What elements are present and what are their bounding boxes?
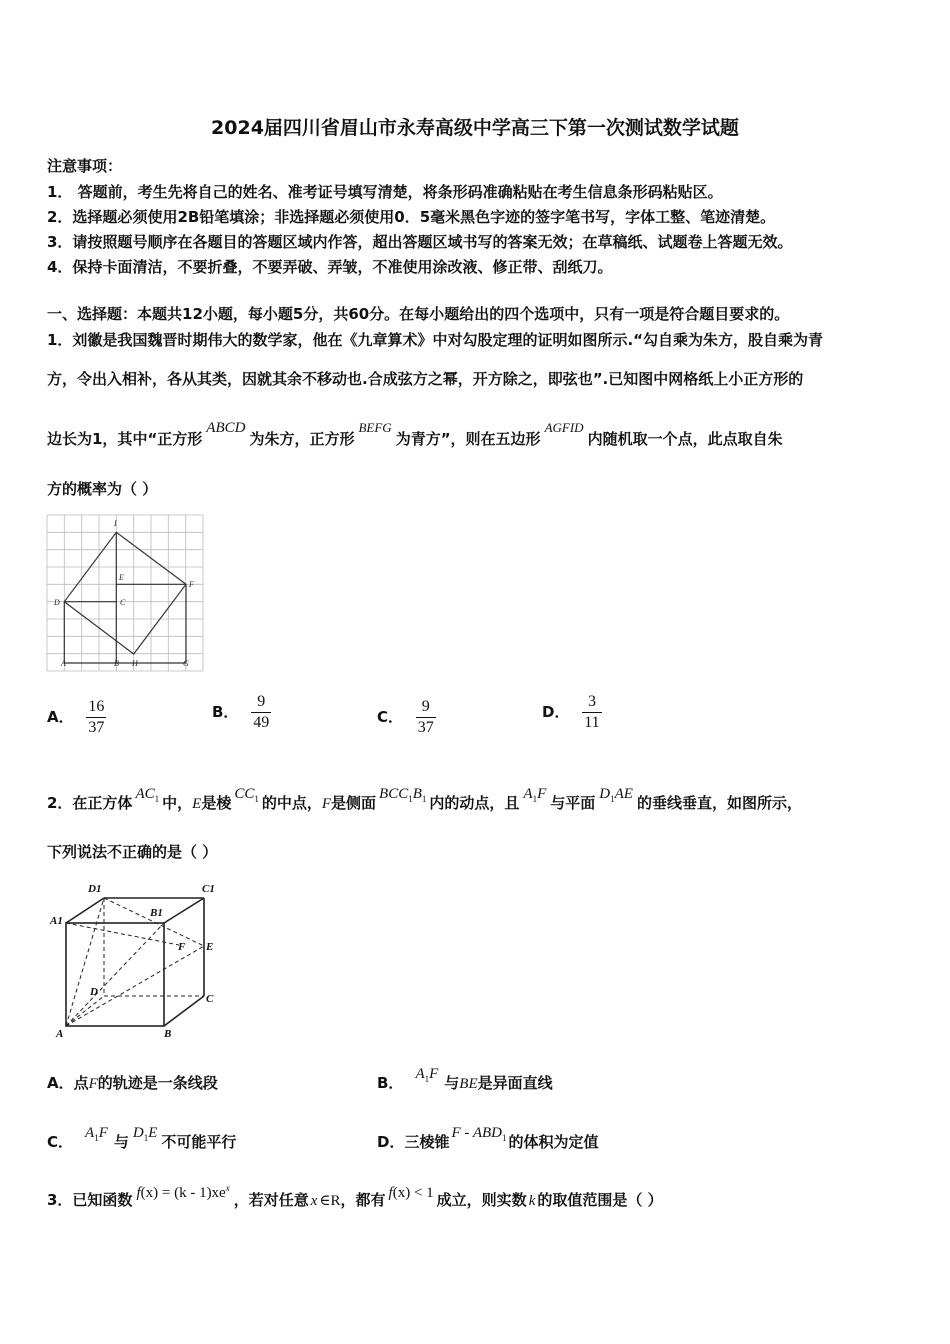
math-sub: 1: [502, 1133, 507, 1143]
math-main: B: [412, 786, 422, 802]
q1-text: 为朱方，正方形: [249, 430, 355, 448]
denominator: 37: [417, 719, 434, 736]
math-main: A: [85, 1125, 95, 1141]
q2-text: 的垂线垂直，如图所示，: [636, 794, 802, 812]
label-b1: B1: [150, 907, 163, 919]
q2-text: 内的动点，且: [429, 794, 520, 812]
math-main: D: [599, 786, 611, 802]
q1-line-1: 1．刘徽是我国魏晋时期伟大的数学家，他在《九章算术》中对勾股定理的证明如图所示.“勾自乘为朱方，股自乘为青: [47, 331, 823, 349]
denominator: 11: [584, 714, 600, 731]
math-k: k: [528, 1193, 536, 1209]
q2-text: 是侧面: [331, 794, 377, 812]
label-f: F: [178, 941, 186, 953]
q3-line-1: [47, 1183, 663, 1210]
math-main: BCC: [379, 786, 409, 802]
math-main: (x) < 1: [392, 1185, 434, 1201]
label-g: G: [183, 659, 189, 668]
cube-hidden-edges: [66, 898, 204, 1026]
option-label: B．: [212, 703, 239, 721]
math-a1f: [73, 1123, 114, 1141]
notice-item-2: 2．选择题必须使用2B铅笔填涂；非选择题必须使用0．5毫米黑色字迹的签字笔书写，字体工整、笔迹清楚。: [47, 208, 776, 226]
option-text: 不可能平行: [161, 1133, 237, 1151]
numerator: 9: [251, 692, 271, 713]
option-text: 是异面直线: [477, 1074, 553, 1092]
option-text: 的体积为定值: [508, 1133, 599, 1151]
math-main: D: [132, 1125, 144, 1141]
math-sub: 1: [143, 1133, 149, 1143]
option-label: D．: [377, 1133, 405, 1151]
notice-item-1: 1． 答题前，考生先将自己的姓名、准考证号填写清楚，将条形码准确粘贴在考生信息条形码粘贴区。: [47, 183, 723, 201]
math-sub: 1: [254, 794, 259, 804]
label-d: D: [54, 598, 60, 607]
math-main: F: [98, 1125, 108, 1141]
option-label: C．: [47, 1133, 74, 1151]
fraction: [582, 692, 601, 733]
math-function: [132, 1183, 233, 1201]
math-main: F: [537, 786, 547, 802]
label-h: H: [132, 659, 138, 668]
q1-option-c[interactable]: [377, 697, 436, 738]
math-a1f: [403, 1064, 444, 1082]
math-inequality: [386, 1183, 437, 1201]
math-r: R: [330, 1193, 341, 1209]
q3-text: 3．已知函数: [47, 1191, 133, 1209]
math-d1ae: [595, 784, 637, 802]
q2-text: 2．在正方体: [47, 794, 133, 812]
option-text: 点: [73, 1074, 89, 1092]
math-befg: BEFG: [358, 420, 392, 435]
q1-line-3: [47, 420, 783, 449]
q2-option-a[interactable]: [47, 1072, 218, 1093]
q2-line-2: 下列说法不正确的是（ ）: [47, 843, 218, 861]
math-e: E: [192, 796, 202, 812]
q1-option-a[interactable]: [47, 697, 106, 738]
option-label: B．: [377, 1074, 404, 1092]
section-heading: 一、选择题：本题共12小题，每小题5分，共60分。在每小题给出的四个选项中，只有一项是符合题目要求的。: [47, 305, 790, 323]
math-be: BE: [459, 1076, 478, 1092]
math-abcd: ABCD: [206, 420, 246, 436]
label-a: A: [56, 1028, 64, 1040]
q3-text: 成立，则实数: [436, 1191, 527, 1209]
page-title: 2024届四川省眉山市永寿高级中学高三下第一次测试数学试题: [211, 117, 739, 139]
math-f: F: [321, 796, 332, 812]
option-text: 的轨迹是一条线段: [97, 1074, 218, 1092]
q1-option-b[interactable]: [212, 692, 271, 733]
math-cc1: [231, 784, 262, 802]
math-sub: 1: [94, 1133, 99, 1143]
math-bcc1b1: [376, 784, 429, 802]
math-sub: 1: [610, 794, 615, 804]
q1-line-2: 方，令出入相补，各从其类，因就其余不移动也.合成弦方之幂，开方除之，即弦也”.已知图中网格纸上小正方形的: [47, 370, 804, 388]
math-main: A: [415, 1066, 425, 1082]
q3-text: 的取值范围是（ ）: [537, 1191, 663, 1209]
label-c: C: [120, 598, 126, 607]
label-i: I: [114, 519, 117, 528]
math-sub: 1: [532, 794, 538, 804]
q2-text: 中，: [162, 794, 193, 812]
q2-option-b[interactable]: [377, 1066, 553, 1094]
fraction: [416, 697, 436, 738]
label-c: C: [206, 993, 214, 1005]
label-e: E: [119, 573, 124, 582]
math-f-abd1: [449, 1123, 508, 1141]
q1-text: 内随机取一个点，此点取自朱: [587, 430, 783, 448]
option-label: A．: [47, 1074, 74, 1092]
denominator: 49: [253, 714, 270, 731]
label-b: B: [114, 659, 119, 668]
label-d1: D1: [88, 883, 102, 895]
math-sup: x: [225, 1183, 230, 1193]
math-d1e: [129, 1123, 162, 1141]
option-text: 与: [444, 1074, 460, 1092]
numerator: 9: [416, 697, 436, 718]
q1-line-4: 方的概率为（ ）: [47, 480, 158, 498]
q1-text: 为青方”，则在五边形: [395, 430, 541, 448]
math-sub: 1: [154, 794, 160, 804]
label-e: E: [206, 941, 214, 953]
notice-item-3: 3．请按照题号顺序在各题目的答题区域内作答，超出答题区域书写的答案无效；在草稿纸、试题卷上答题无效。: [47, 233, 793, 251]
q2-text: 与平面: [550, 794, 596, 812]
option-label: D．: [542, 703, 570, 721]
label-a: A: [61, 659, 66, 668]
math-sub: 1: [421, 794, 427, 804]
option-text: 三棱锥: [404, 1133, 450, 1151]
math-main: AE: [614, 786, 633, 802]
label-d: D: [90, 986, 98, 998]
fraction: [86, 697, 106, 738]
math-main: F: [429, 1066, 439, 1082]
q1-text: 边长为1，其中“正方形: [47, 430, 203, 448]
q1-option-d[interactable]: [542, 692, 602, 733]
math-main: A: [523, 786, 533, 802]
math-main: CC: [234, 786, 255, 802]
math-main: AC: [135, 786, 155, 802]
math-main: (x) = (k - 1)xe: [140, 1185, 226, 1201]
q2-text: 的中点，: [261, 794, 322, 812]
q2-text: 是棱: [201, 794, 232, 812]
math-sub: 1: [424, 1074, 430, 1084]
q2-line-1: [47, 786, 802, 814]
math-main: E: [148, 1125, 158, 1141]
q3-text: ，若对任意: [233, 1191, 309, 1209]
q2-option-d[interactable]: [377, 1125, 599, 1153]
math-a1f: [519, 784, 550, 802]
cube-solid-edges: [66, 898, 204, 1026]
fraction: [251, 692, 271, 733]
q2-option-c[interactable]: [47, 1125, 237, 1153]
q2-cube-figure: [44, 878, 224, 1040]
label-a1: A1: [50, 915, 63, 927]
math-main: f: [388, 1185, 393, 1201]
math-main: F - ABD: [451, 1125, 503, 1141]
option-label: C．: [377, 708, 404, 726]
math-main: f: [136, 1185, 141, 1201]
option-label: A．: [47, 708, 74, 726]
math-x: x: [310, 1193, 318, 1209]
option-text: 与: [113, 1133, 129, 1151]
numerator: 3: [582, 692, 601, 713]
label-b: B: [164, 1028, 172, 1040]
numerator: 16: [86, 697, 106, 718]
label-c1: C1: [202, 883, 215, 895]
math-f: F: [88, 1076, 98, 1092]
math-agfid: AGFID: [544, 420, 584, 435]
label-f: F: [189, 580, 194, 589]
math-ac1: [132, 784, 162, 802]
q3-text: ，都有: [340, 1191, 386, 1209]
notice-item-4: 4．保持卡面清洁，不要折叠，不要弄破、弄皱，不准使用涂改液、修正带、刮纸刀。: [47, 258, 613, 276]
notice-heading: 注意事项：: [47, 157, 123, 175]
math-sub: 1: [408, 794, 413, 804]
denominator: 37: [88, 719, 105, 736]
q1-figure: [46, 514, 206, 674]
math-in: ∈: [319, 1193, 331, 1209]
